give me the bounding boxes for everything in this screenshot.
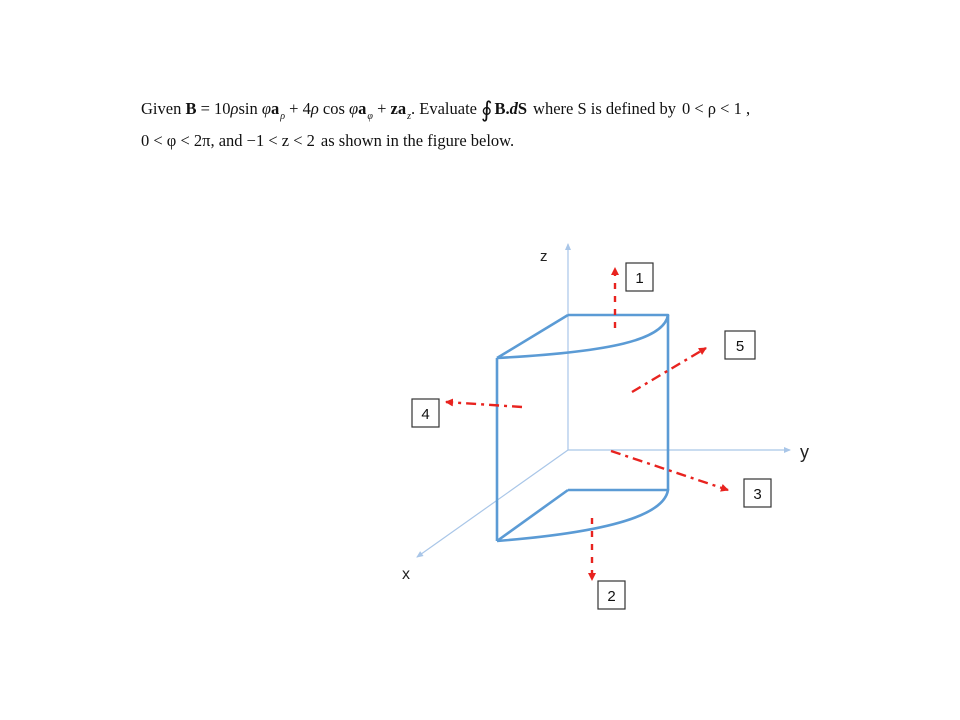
bottom-face-outline (497, 490, 668, 541)
inner-top-edge (497, 315, 568, 358)
trailing-text: as shown in the figure below. (320, 131, 515, 150)
surface-label-1 (626, 263, 653, 291)
unit-a-rho: a (270, 99, 280, 118)
surface-label-4 (412, 399, 439, 427)
phi-condition: 0 < φ < 2π (141, 131, 211, 150)
axes (402, 244, 809, 583)
unit-a-z: a (397, 99, 407, 118)
surface-label-3-text: 3 (753, 486, 762, 503)
and-word: , and (210, 131, 243, 150)
cos-fn: cos (318, 99, 350, 118)
z-coef: z (390, 99, 398, 118)
plus-sign: + (372, 99, 391, 118)
given-word: Given (141, 99, 182, 118)
x-axis-label: x (402, 566, 410, 583)
surface-label-4-text: 4 (421, 406, 430, 423)
normal-arrow-3 (611, 451, 728, 490)
surface-label-2-text: 2 (607, 588, 616, 605)
z-axis-label: z (540, 248, 548, 265)
integrand-B: B. (494, 99, 510, 118)
closed-integral-icon: ∮ (480, 97, 493, 122)
plus-coef-4: + 4 (285, 99, 311, 118)
surface-label-5-text: 5 (735, 338, 745, 355)
surface-label-3 (744, 479, 771, 507)
eq-coef-10: = 10 (196, 99, 231, 118)
sin-fn: sin (238, 99, 262, 118)
where-clause: where S is defined by (533, 99, 676, 118)
surface-label-1-text: 1 (635, 270, 644, 287)
y-axis-label: y (800, 442, 809, 462)
rho-symbol: ρ (230, 99, 239, 118)
unit-a-phi: a (358, 99, 367, 118)
normal-arrow-4 (446, 402, 522, 407)
subscript-z: z (407, 111, 412, 122)
phi-symbol: φ (261, 99, 271, 118)
surface-label-2 (598, 581, 625, 609)
subscript-phi: φ (367, 111, 373, 122)
field-B: B (185, 99, 197, 118)
surface-label-5 (725, 331, 755, 359)
integrand-d: d (509, 99, 518, 118)
evaluate-word: . Evaluate (411, 99, 477, 118)
phi-symbol-2: φ (349, 99, 359, 118)
x-axis (417, 450, 568, 557)
inner-bottom-edge (497, 490, 568, 541)
subscript-rho: ρ (280, 111, 286, 122)
top-face-outline (497, 315, 668, 358)
z-condition: −1 < z < 2 (246, 131, 315, 150)
half-cylinder (497, 315, 668, 541)
integrand-S: S (517, 99, 528, 118)
rho-symbol-2: ρ (310, 99, 319, 118)
rho-condition: 0 < ρ < 1 , (682, 99, 751, 118)
